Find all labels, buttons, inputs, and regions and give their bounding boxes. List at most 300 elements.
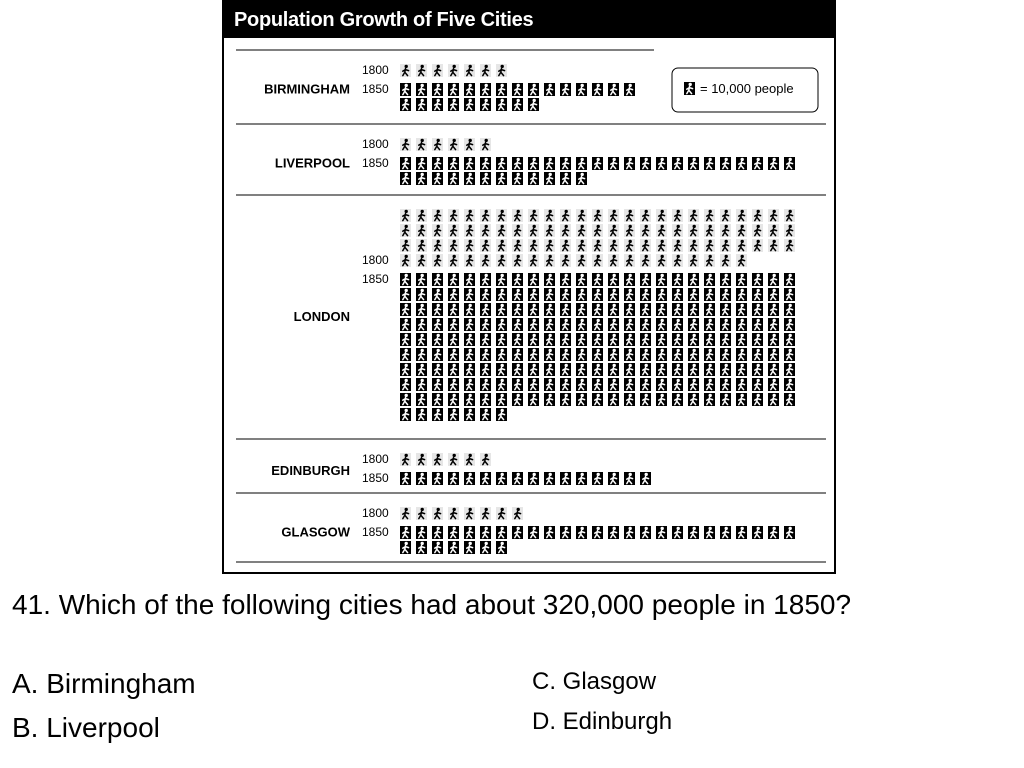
person-icon-boxed: [480, 273, 491, 286]
person-icon-boxed: [480, 98, 491, 111]
person-icon-boxed: [688, 363, 699, 376]
person-icon-boxed: [560, 378, 571, 391]
person-icon: [480, 453, 491, 466]
person-icon-boxed: [736, 288, 747, 301]
person-icon: [684, 82, 695, 95]
person-icon-boxed: [608, 363, 619, 376]
person-icon-boxed: [448, 472, 459, 485]
person-icon-boxed: [496, 98, 507, 111]
person-icon-boxed: [448, 288, 459, 301]
person-icon: [400, 209, 411, 222]
person-icon-boxed: [560, 472, 571, 485]
person-icon: [640, 239, 651, 252]
person-icon-boxed: [400, 83, 411, 96]
person-icon-boxed: [400, 378, 411, 391]
person-icon-boxed: [432, 273, 443, 286]
person-icon-boxed: [464, 333, 475, 346]
person-icon-boxed: [736, 333, 747, 346]
person-icon-boxed: [560, 288, 571, 301]
person-icon-boxed: [416, 318, 427, 331]
person-icon: [704, 224, 715, 237]
person-icon-boxed: [432, 288, 443, 301]
person-icon-boxed: [416, 288, 427, 301]
answer-option-d[interactable]: D. Edinburgh: [532, 708, 673, 735]
person-icon-boxed: [432, 98, 443, 111]
person-icon-boxed: [544, 348, 555, 361]
icons-glasgow-1800: [400, 507, 523, 520]
person-icon-boxed: [480, 408, 491, 421]
person-icon: [432, 239, 443, 252]
person-icon: [464, 64, 475, 77]
person-icon-boxed: [496, 378, 507, 391]
person-icon-boxed: [512, 363, 523, 376]
person-icon: [400, 224, 411, 237]
person-icon-boxed: [608, 83, 619, 96]
person-icon: [784, 239, 795, 252]
person-icon-boxed: [768, 273, 779, 286]
person-icon: [576, 254, 587, 267]
person-icon-boxed: [608, 318, 619, 331]
person-icon: [448, 239, 459, 252]
person-icon-boxed: [512, 472, 523, 485]
person-icon-boxed: [720, 273, 731, 286]
person-icon-boxed: [672, 363, 683, 376]
person-icon: [688, 254, 699, 267]
person-icon-boxed: [560, 318, 571, 331]
person-icon-boxed: [592, 288, 603, 301]
person-icon-boxed: [544, 318, 555, 331]
person-icon: [400, 453, 411, 466]
answer-option-b[interactable]: B. Liverpool: [12, 712, 160, 743]
person-icon: [432, 507, 443, 520]
person-icon-boxed: [448, 393, 459, 406]
person-icon-boxed: [624, 333, 635, 346]
person-icon-boxed: [752, 363, 763, 376]
person-icon: [464, 138, 475, 151]
city-label-liverpool: LIVERPOOL: [274, 155, 350, 171]
person-icon: [400, 138, 411, 151]
question-block: [0, 584, 1024, 768]
person-icon-boxed: [576, 273, 587, 286]
person-icon-boxed: [624, 472, 635, 485]
answer-option-c[interactable]: C. Glasgow: [532, 668, 657, 695]
person-icon-boxed: [736, 363, 747, 376]
person-icon: [544, 209, 555, 222]
person-icon-boxed: [624, 157, 635, 170]
person-icon: [720, 239, 731, 252]
icons-birmingham-1800: [400, 64, 507, 77]
person-icon-boxed: [496, 408, 507, 421]
person-icon-boxed: [528, 526, 539, 539]
person-icon-boxed: [576, 378, 587, 391]
person-icon-boxed: [640, 472, 651, 485]
person-icon-boxed: [528, 348, 539, 361]
person-icon: [400, 239, 411, 252]
person-icon-boxed: [672, 303, 683, 316]
person-icon-boxed: [528, 98, 539, 111]
person-icon: [432, 64, 443, 77]
person-icon-boxed: [448, 318, 459, 331]
person-icon-boxed: [592, 526, 603, 539]
person-icon: [496, 209, 507, 222]
person-icon-boxed: [592, 333, 603, 346]
person-icon: [656, 239, 667, 252]
person-icon-boxed: [480, 83, 491, 96]
person-icon-boxed: [544, 83, 555, 96]
person-icon: [608, 209, 619, 222]
person-icon-boxed: [576, 526, 587, 539]
person-icon-boxed: [464, 98, 475, 111]
person-icon-boxed: [400, 541, 411, 554]
person-icon-boxed: [688, 526, 699, 539]
person-icon-boxed: [752, 288, 763, 301]
icons-liverpool-1850: [400, 157, 795, 185]
person-icon-boxed: [448, 83, 459, 96]
person-icon-boxed: [768, 348, 779, 361]
person-icon-boxed: [416, 333, 427, 346]
person-icon: [560, 224, 571, 237]
person-icon: [496, 254, 507, 267]
person-icon-boxed: [464, 526, 475, 539]
person-icon-boxed: [480, 541, 491, 554]
person-icon-boxed: [736, 526, 747, 539]
person-icon-boxed: [640, 157, 651, 170]
person-icon-boxed: [640, 273, 651, 286]
person-icon-boxed: [608, 303, 619, 316]
person-icon-boxed: [784, 348, 795, 361]
person-icon-boxed: [400, 333, 411, 346]
person-icon-boxed: [672, 526, 683, 539]
person-icon-boxed: [672, 318, 683, 331]
person-icon: [576, 239, 587, 252]
person-icon-boxed: [528, 333, 539, 346]
person-icon: [768, 224, 779, 237]
person-icon-boxed: [416, 303, 427, 316]
person-icon-boxed: [672, 393, 683, 406]
person-icon-boxed: [704, 288, 715, 301]
person-icon-boxed: [576, 157, 587, 170]
person-icon-boxed: [448, 378, 459, 391]
person-icon-boxed: [480, 472, 491, 485]
person-icon: [448, 453, 459, 466]
person-icon-boxed: [784, 393, 795, 406]
person-icon-boxed: [752, 526, 763, 539]
person-icon-boxed: [608, 472, 619, 485]
person-icon: [464, 239, 475, 252]
person-icon-boxed: [544, 363, 555, 376]
person-icon: [432, 224, 443, 237]
person-icon-boxed: [784, 318, 795, 331]
year-label-1850: 1850: [362, 471, 389, 485]
person-icon-boxed: [544, 172, 555, 185]
person-icon-boxed: [560, 333, 571, 346]
person-icon-boxed: [736, 348, 747, 361]
person-icon-boxed: [480, 526, 491, 539]
person-icon-boxed: [656, 378, 667, 391]
icons-edinburgh-1800: [400, 453, 491, 466]
person-icon: [512, 224, 523, 237]
person-icon-boxed: [784, 288, 795, 301]
person-icon-boxed: [512, 318, 523, 331]
person-icon-boxed: [432, 318, 443, 331]
person-icon-boxed: [400, 157, 411, 170]
person-icon: [656, 209, 667, 222]
person-icon: [512, 254, 523, 267]
person-icon: [480, 138, 491, 151]
person-icon-boxed: [448, 172, 459, 185]
person-icon-boxed: [784, 378, 795, 391]
person-icon-boxed: [736, 378, 747, 391]
person-icon-boxed: [576, 172, 587, 185]
icons-edinburgh-1850: [400, 472, 651, 485]
person-icon-boxed: [656, 318, 667, 331]
person-icon-boxed: [752, 273, 763, 286]
person-icon-boxed: [752, 393, 763, 406]
person-icon-boxed: [720, 378, 731, 391]
person-icon-boxed: [720, 157, 731, 170]
person-icon-boxed: [544, 273, 555, 286]
person-icon: [592, 239, 603, 252]
person-icon-boxed: [560, 393, 571, 406]
person-icon-boxed: [544, 472, 555, 485]
person-icon-boxed: [656, 273, 667, 286]
person-icon-boxed: [672, 348, 683, 361]
person-icon-boxed: [640, 378, 651, 391]
person-icon-boxed: [528, 363, 539, 376]
person-icon: [512, 209, 523, 222]
person-icon-boxed: [704, 273, 715, 286]
person-icon-boxed: [464, 157, 475, 170]
person-icon: [464, 209, 475, 222]
person-icon-boxed: [512, 348, 523, 361]
person-icon-boxed: [448, 363, 459, 376]
person-icon: [496, 507, 507, 520]
person-icon: [480, 64, 491, 77]
person-icon: [720, 224, 731, 237]
person-icon-boxed: [464, 273, 475, 286]
person-icon-boxed: [480, 348, 491, 361]
person-icon-boxed: [544, 157, 555, 170]
person-icon-boxed: [688, 333, 699, 346]
person-icon-boxed: [416, 393, 427, 406]
person-icon-boxed: [496, 288, 507, 301]
person-icon-boxed: [448, 526, 459, 539]
person-icon-boxed: [688, 393, 699, 406]
person-icon-boxed: [400, 98, 411, 111]
person-icon-boxed: [512, 98, 523, 111]
person-icon-boxed: [784, 273, 795, 286]
person-icon-boxed: [672, 378, 683, 391]
person-icon-boxed: [400, 526, 411, 539]
person-icon-boxed: [768, 378, 779, 391]
person-icon-boxed: [688, 378, 699, 391]
person-icon-boxed: [752, 318, 763, 331]
person-icon: [592, 254, 603, 267]
icons-london-1800: [400, 209, 795, 267]
year-label-1850: 1850: [362, 82, 389, 96]
person-icon-boxed: [512, 393, 523, 406]
person-icon-boxed: [640, 303, 651, 316]
person-icon-boxed: [736, 303, 747, 316]
person-icon-boxed: [496, 83, 507, 96]
person-icon-boxed: [416, 378, 427, 391]
person-icon-boxed: [496, 333, 507, 346]
person-icon-boxed: [656, 393, 667, 406]
person-icon-boxed: [784, 526, 795, 539]
person-icon-boxed: [464, 393, 475, 406]
person-icon-boxed: [608, 157, 619, 170]
person-icon: [544, 239, 555, 252]
person-icon: [448, 64, 459, 77]
person-icon: [544, 254, 555, 267]
person-icon-boxed: [496, 348, 507, 361]
person-icon-boxed: [608, 393, 619, 406]
year-label-1800: 1800: [362, 253, 389, 267]
person-icon: [544, 224, 555, 237]
person-icon-boxed: [544, 378, 555, 391]
person-icon-boxed: [608, 288, 619, 301]
person-icon-boxed: [448, 303, 459, 316]
person-icon-boxed: [496, 303, 507, 316]
person-icon-boxed: [752, 157, 763, 170]
person-icon: [784, 224, 795, 237]
person-icon-boxed: [432, 526, 443, 539]
person-icon-boxed: [768, 303, 779, 316]
person-icon-boxed: [720, 526, 731, 539]
person-icon: [720, 254, 731, 267]
person-icon-boxed: [416, 273, 427, 286]
person-icon-boxed: [688, 348, 699, 361]
person-icon-boxed: [624, 348, 635, 361]
person-icon-boxed: [432, 172, 443, 185]
person-icon-boxed: [720, 363, 731, 376]
person-icon: [400, 64, 411, 77]
person-icon: [512, 239, 523, 252]
person-icon-boxed: [640, 288, 651, 301]
year-label-1850: 1850: [362, 525, 389, 539]
person-icon-boxed: [464, 172, 475, 185]
person-icon-boxed: [704, 303, 715, 316]
person-icon-boxed: [528, 318, 539, 331]
person-icon-boxed: [752, 303, 763, 316]
person-icon-boxed: [528, 303, 539, 316]
person-icon-boxed: [448, 408, 459, 421]
person-icon: [688, 209, 699, 222]
person-icon: [624, 254, 635, 267]
person-icon-boxed: [576, 348, 587, 361]
icons-liverpool-1800: [400, 138, 491, 151]
person-icon-boxed: [448, 333, 459, 346]
person-icon-boxed: [784, 157, 795, 170]
person-icon: [672, 224, 683, 237]
icons-glasgow-1850: [400, 526, 795, 554]
person-icon-boxed: [448, 541, 459, 554]
person-icon-boxed: [416, 348, 427, 361]
icons-london-1850: [400, 273, 795, 421]
person-icon-boxed: [528, 172, 539, 185]
person-icon-boxed: [720, 393, 731, 406]
person-icon-boxed: [624, 526, 635, 539]
person-icon-boxed: [752, 348, 763, 361]
person-icon-boxed: [640, 348, 651, 361]
person-icon: [528, 239, 539, 252]
person-icon: [496, 224, 507, 237]
person-icon-boxed: [736, 157, 747, 170]
year-label-1800: 1800: [362, 506, 389, 520]
person-icon: [432, 209, 443, 222]
person-icon-boxed: [608, 273, 619, 286]
person-icon-boxed: [704, 318, 715, 331]
person-icon: [720, 209, 731, 222]
person-icon: [448, 209, 459, 222]
person-icon-boxed: [688, 318, 699, 331]
person-icon: [672, 254, 683, 267]
question-text: 41. Which of the following cities had about 320,000 people in 1850?: [12, 589, 852, 620]
person-icon: [464, 224, 475, 237]
person-icon-boxed: [768, 393, 779, 406]
person-icon-boxed: [432, 83, 443, 96]
person-icon-boxed: [528, 288, 539, 301]
person-icon-boxed: [416, 541, 427, 554]
person-icon-boxed: [496, 393, 507, 406]
person-icon: [688, 224, 699, 237]
person-icon: [608, 224, 619, 237]
person-icon-boxed: [640, 526, 651, 539]
person-icon-boxed: [464, 318, 475, 331]
person-icon-boxed: [624, 83, 635, 96]
person-icon: [528, 209, 539, 222]
person-icon-boxed: [640, 393, 651, 406]
person-icon-boxed: [560, 348, 571, 361]
person-icon: [576, 224, 587, 237]
person-icon-boxed: [464, 363, 475, 376]
person-icon-boxed: [400, 408, 411, 421]
person-icon-boxed: [704, 157, 715, 170]
person-icon: [416, 224, 427, 237]
person-icon: [528, 254, 539, 267]
person-icon-boxed: [464, 408, 475, 421]
person-icon-boxed: [688, 157, 699, 170]
person-icon-boxed: [752, 378, 763, 391]
person-icon: [752, 209, 763, 222]
person-icon-boxed: [496, 541, 507, 554]
person-icon-boxed: [432, 472, 443, 485]
person-icon-boxed: [624, 378, 635, 391]
person-icon-boxed: [480, 393, 491, 406]
person-icon-boxed: [592, 273, 603, 286]
person-icon-boxed: [736, 273, 747, 286]
answer-option-a[interactable]: A. Birmingham: [12, 668, 196, 699]
person-icon-boxed: [768, 363, 779, 376]
person-icon: [464, 507, 475, 520]
person-icon-boxed: [496, 363, 507, 376]
person-icon-boxed: [416, 408, 427, 421]
person-icon-boxed: [400, 393, 411, 406]
person-icon-boxed: [688, 273, 699, 286]
person-icon: [608, 239, 619, 252]
person-icon-boxed: [480, 172, 491, 185]
city-label-birmingham: BIRMINGHAM: [264, 81, 350, 97]
person-icon-boxed: [416, 83, 427, 96]
person-icon-boxed: [496, 157, 507, 170]
person-icon-boxed: [544, 288, 555, 301]
person-icon-boxed: [592, 393, 603, 406]
person-icon-boxed: [400, 363, 411, 376]
person-icon: [592, 224, 603, 237]
person-icon-boxed: [592, 472, 603, 485]
person-icon-boxed: [544, 526, 555, 539]
person-icon-boxed: [528, 273, 539, 286]
